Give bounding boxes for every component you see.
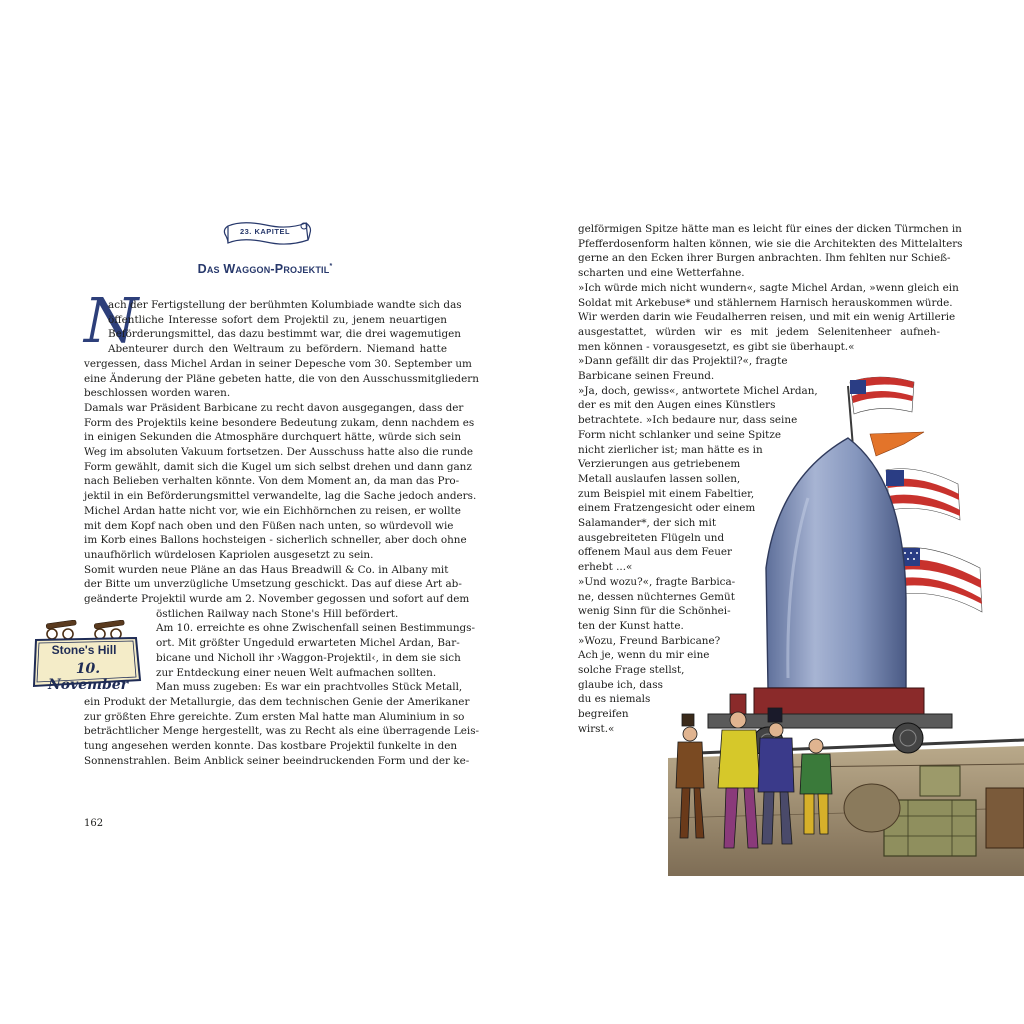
right-page-text-line: gelförmigen Spitze hätte man es leicht für eines der dicken Türmchen in [578, 223, 962, 235]
left-page-text-line: eine Änderung der Pläne gebeten hatte, die von den Ausschussmitgliedern [84, 372, 479, 385]
right-page-text-line: men können - vorausgesetzt, es gibt sie überhaupt.« [578, 340, 855, 353]
left-page-text-line: Beförderungsmittel, das dazu bestimmt war, die drei wagemutigen [108, 328, 461, 341]
left-page-text-line: Damals war Präsident Barbicane zu recht davon ausgegangen, dass der [84, 401, 464, 414]
left-page-text-line: Form des Projektils keine besondere Bedeutung zukam, denn nachdem es [84, 416, 475, 429]
left-page-text-line: jektil in ein Beförderungsmittel verwandelte, lag die Sache jedoch anders. [84, 490, 477, 503]
right-page-text-line: einem Fratzengesicht oder einem [578, 502, 756, 515]
right-page-text-line: solche Frage stellst, [578, 664, 685, 676]
left-page-text-line: Weg im absoluten Vakuum fortsetzen. Der Ausschuss hatte also die runde [84, 446, 474, 458]
left-page-text-line: geänderte Projektil wurde am 2. November gegossen und sofort auf dem [84, 593, 470, 605]
page-number: 162 [84, 818, 104, 829]
left-page-text-line: ach der Fertigstellung der berühmten Kolumbiade wandte sich das [108, 299, 462, 311]
projectile-wagon-image [668, 368, 1024, 876]
right-page-text-line: ten der Kunst hatte. [578, 619, 684, 632]
right-page-text-line: »Und wozu?«, fragte Barbica- [578, 575, 736, 588]
left-page-text-line: im Korb eines Ballons hochsteigen - sicherlich schneller, aber doch ohne [84, 534, 467, 547]
right-page-text-line: der es mit den Augen eines Künstlers [578, 399, 776, 412]
left-page-text-line: zur größten Ehre gereichte. Zum ersten Mal hatte man Aluminium in so [84, 710, 465, 723]
chapter-label: 23. KAPITEL [239, 227, 291, 236]
left-page-text-line: zur Entdeckung einer neuen Welt aufmachen sollten. [156, 666, 437, 679]
chapter-title-text: Das Waggon-Projektil [197, 262, 330, 276]
right-page-text-line: nicht zierlicher ist; man hätte es in [578, 443, 763, 456]
right-page-text-line: Pfefferdosenform halten können, wie sie die Architekten des Mittelalters [578, 237, 963, 250]
right-page-text-line: wenig Sinn für die Schönhei- [578, 605, 731, 618]
left-page-text-line: vergessen, dass Michel Ardan in seiner Depesche vom 30. September um [84, 357, 472, 370]
right-page-text-line: Soldat mit Arkebuse* und stählernem Harnisch herauskommen würde. [578, 296, 953, 309]
drop-cap: N [84, 284, 139, 357]
right-page-text-line: Wir werden darin wie Feudalherren reisen, und mit ein wenig Artillerie [578, 311, 956, 324]
right-page-text-line: »Dann gefällt dir das Projektil?«, fragte [578, 355, 788, 368]
left-page-text-line: bicane und Nicholl ihr ›Waggon-Projektil‹, in dem sie sich [156, 651, 461, 664]
right-page-text-line: ausgestattet, würden wir es mit jedem Selenitenheer aufneh- [578, 325, 940, 338]
left-page-text-line: beträchtlicher Menge hergestellt, was zu Recht als eine überragende Leis- [84, 725, 480, 738]
right-page-text-line: »Wozu, Freund Barbicane? [578, 634, 721, 647]
right-page-text-line: »Ja, doch, gewiss«, antwortete Michel Ardan, [578, 384, 818, 397]
chapter-banner [222, 218, 310, 250]
left-page-text-line: Abenteurer durch den Weltraum zu befördern. Niemand hatte [108, 343, 447, 356]
chapter-title [190, 262, 340, 276]
right-page-text-line: betrachtete. »Ich bedaure nur, dass seine [578, 414, 798, 427]
right-page-text-line: Barbicane seinen Freund. [578, 370, 715, 382]
location-date-sticker [32, 620, 146, 692]
right-page-text-line: erhebt ...« [578, 561, 633, 574]
left-page-text-line: Sonnenstrahlen. Beim Anblick seiner beeindruckenden Form und der ke- [84, 754, 470, 767]
left-page-text-line: östlichen Railway nach Stone's Hill befördert. [156, 607, 399, 620]
left-page-text-line: Form gewählt, damit sich die Kugel um sich selbst drehen und dann ganz [84, 460, 472, 473]
chapter-title-footnote-mark: * [329, 262, 333, 270]
left-page-text-line: der Bitte um unverzügliche Umsetzung geschickt. Das auf diese Art ab- [84, 578, 462, 591]
right-page-text-line: begreifen [578, 708, 629, 721]
left-page-text-line: in einigen Sekunden die Atmosphäre durchquert hätte, würde sich sein [84, 431, 462, 444]
left-page-text-line: beschlossen worden waren. [84, 387, 231, 400]
right-page-text-line: du es niemals [578, 693, 651, 706]
left-page-text-line: ort. Mit größter Ungeduld erwarteten Michel Ardan, Bar- [156, 637, 460, 650]
left-page-text-line: unaufhörlich würdelosen Kapriolen ausgesetzt zu sein. [84, 548, 374, 561]
left-page-text-line: ein Produkt der Metallurgie, das dem technischen Genie der Amerikaner [84, 695, 470, 708]
right-page-text-line: glaube ich, dass [578, 678, 663, 691]
right-page-text-line: Metall auslaufen lassen sollen, [578, 472, 741, 485]
right-page-text-line: ausgebreiteten Flügeln und [578, 531, 725, 544]
sticker-date: 10. November [47, 661, 129, 693]
left-page-text-line: Michel Ardan hatte nicht vor, wie ein Eichhörnchen zu reisen, er wollte [84, 504, 461, 517]
left-page-text-line: Am 10. erreichte es ohne Zwischenfall seinen Bestimmungs- [156, 622, 476, 635]
left-page-text-line: mit dem Kopf nach oben und den Füßen nach unten, so würdevoll wie [84, 519, 454, 532]
right-page-text-line: Verzierungen aus getriebenem [578, 458, 741, 471]
left-page-text-line: tung angesehen werden konnte. Das kostbare Projektil funkelte in den [84, 740, 458, 752]
right-page-text-line: scharten und eine Wetterfahne. [578, 267, 745, 280]
left-page-text-line: nach Belieben verhalten könnte. Von dem Moment an, da man das Pro- [84, 475, 460, 488]
left-page-text-line: öffentliche Interesse sofort dem Projektil zu, jenem neuartigen [108, 313, 447, 326]
left-page-text-line: Man muss zugeben: Es war ein prachtvolles Stück Metall, [156, 681, 463, 694]
right-page-text-line: ne, dessen nüchternes Gemüt [578, 590, 735, 603]
sticker-place: Stone's Hill [51, 643, 117, 657]
right-page-text-line: Salamander*, der sich mit [578, 517, 717, 529]
right-page-text-line: »Ich würde mich nicht wundern«, sagte Michel Ardan, »wenn gleich ein [578, 281, 959, 294]
right-page-text-line: offenem Maul aus dem Feuer [578, 546, 733, 559]
right-page-text-line: Form nicht schlanker und seine Spitze [578, 428, 781, 441]
left-page-text-line: Somit wurden neue Pläne an das Haus Breadwill & Co. in Albany mit [84, 563, 449, 576]
right-page-text-line: zum Beispiel mit einem Fabeltier, [578, 487, 755, 500]
right-page-text-line: wirst.« [578, 722, 615, 735]
projectile-illustration [668, 368, 1024, 876]
right-page-text-line: gerne an den Ecken ihrer Burgen anbrachten. Ihm fehlten nur Schieß- [578, 252, 951, 265]
right-page-text-line: Ach je, wenn du mir eine [578, 649, 710, 662]
